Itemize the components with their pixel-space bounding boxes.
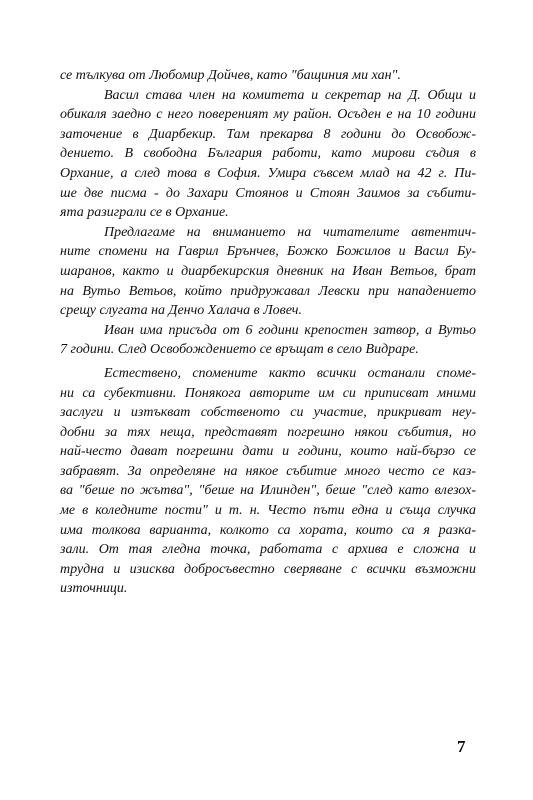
text-line: се тълкува от Любомир Дойчев, като "бащиния ми хан". (60, 68, 401, 83)
text-line: Васил става член на комитета и секретар на Д. Общи и (104, 87, 476, 103)
body-text (60, 66, 476, 599)
text-line: ме в коледните пости" и т. н. Често пъти една и съща случка (60, 503, 476, 519)
text-line: забравят. За определяне на някое събитие много често се каз- (60, 463, 476, 479)
text-line: Орхание, а след това в София. Умира съвсем млад на 42 г. Пи- (60, 165, 476, 181)
text-line: източници. (60, 581, 128, 597)
text-line: заточение в Диарбекир. Там прекарва 8 години до Освобож- (60, 126, 476, 142)
text-line: зали. От тая гледна точка, работата с архива е сложна и (60, 542, 476, 558)
paragraph (60, 321, 476, 360)
text-line: Естествено, спомените както всички останали споме- (104, 365, 476, 381)
page-number: 7 (457, 737, 466, 756)
text-line: шаранов, както и диарбекирския дневник на Иван Ветьов, брат (60, 263, 476, 279)
text-line: заслуги и изтъкват собственото си участие, прикриват неу- (60, 405, 476, 421)
text-line: Иван има присъда от 6 години крепостен затвор, а Вутьо (104, 322, 476, 338)
text-line: има толкова варианта, колкото са хората, които са я разка- (60, 522, 476, 538)
text-line: обикаля заедно с него повереният му район. Осъден е на 10 години (60, 107, 476, 123)
paragraph (60, 364, 476, 599)
text-line: ни са субективни. Понякога авторите им си приписват мними (60, 385, 476, 401)
paragraph (60, 223, 476, 321)
text-line: на Вутьо Ветьов, който придружавал Левски при нападението (60, 283, 476, 299)
text-line: срещу слугата на Денчо Халача в Ловеч. (60, 303, 302, 319)
text-line: ните спомени на Гаврил Брънчев, Божко Божилов и Васил Бу- (60, 244, 476, 260)
text-line: ше две писма - до Захари Стоянов и Стоян Заимов за събити- (60, 185, 476, 201)
text-line: 7 години. След Освобождението се връщат в село Видраре. (60, 342, 419, 358)
paragraph (60, 66, 476, 86)
text-line: трудна и изисква добросъвестно сверяване с всички възможни (60, 561, 476, 577)
text-line: ята разиграли се в Орхание. (60, 205, 229, 221)
text-line: добни за тях неща, представят погрешно някои събития, но (60, 424, 476, 440)
text-line: Предлагаме на вниманието на читателите автентич- (104, 224, 476, 240)
paragraph (60, 86, 476, 223)
text-line: ва "беше по жътва", "беше на Илинден", беше "след като влезох- (60, 483, 476, 499)
text-line: най-често дават погрешни дати и години, които най-бързо се (60, 444, 476, 460)
text-line: дението. В свободна България работи, като мирови съдия в (60, 146, 476, 162)
